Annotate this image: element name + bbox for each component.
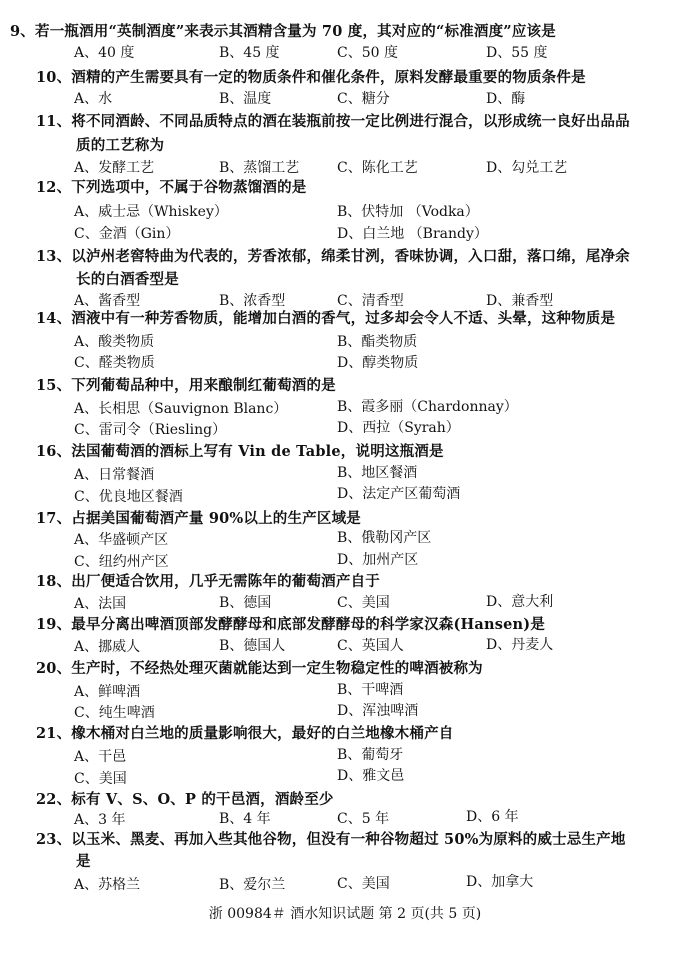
option-d: D、酶 <box>486 91 526 107</box>
option-b: B、爱尔兰 <box>219 877 286 893</box>
option-c: C、美国 <box>74 771 127 787</box>
option-a: A、威士忌（Whiskey） <box>74 204 228 220</box>
question-stem-continued: 质的工艺称为 <box>76 137 165 154</box>
question-stem-continued: 是 <box>76 853 91 870</box>
option-d: D、勾兑工艺 <box>486 160 568 176</box>
question-stem: 22、标有 V、S、O、P 的干邑酒，酒龄至少 <box>36 791 334 808</box>
option-c: C、醛类物质 <box>74 355 155 371</box>
option-b: B、45 度 <box>219 45 280 61</box>
option-d: D、意大利 <box>486 594 554 610</box>
option-b: B、酯类物质 <box>337 334 418 350</box>
question-stem: 16、法国葡萄酒的酒标上写有 Vin de Table，说明这瓶酒是 <box>36 443 444 460</box>
option-a: A、酱香型 <box>74 293 141 309</box>
question-stem: 18、出厂便适合饮用，几乎无需陈年的葡萄酒产自于 <box>36 573 380 590</box>
option-c: C、美国 <box>337 595 390 611</box>
option-c: C、金酒（Gin） <box>74 226 180 242</box>
option-b: B、地区餐酒 <box>337 465 418 481</box>
question-stem: 14、酒液中有一种芳香物质，能增加白酒的香气，过多却会令人不适、头晕，这种物质是 <box>36 310 616 327</box>
question-stem: 12、下列选项中，不属于谷物蒸馏酒的是 <box>36 179 307 196</box>
option-b: B、霞多丽（Chardonnay） <box>337 399 518 415</box>
question-stem: 21、橡木桶对白兰地的质量影响很大，最好的白兰地橡木桶产自 <box>36 725 454 742</box>
option-c: C、纽约州产区 <box>74 554 169 570</box>
option-d: D、55 度 <box>486 45 548 61</box>
option-b: B、葡萄牙 <box>337 747 404 763</box>
option-b: B、浓香型 <box>219 293 286 309</box>
option-c: C、陈化工艺 <box>337 160 418 176</box>
option-c: C、雷司令（Riesling） <box>74 422 227 438</box>
option-a: A、日常餐酒 <box>74 467 155 483</box>
question-stem: 11、将不同酒龄、不同品质特点的酒在装瓶前按一定比例进行混合，以形成统一良好出品品 <box>36 113 630 130</box>
option-d: D、兼香型 <box>486 293 554 309</box>
option-c: C、英国人 <box>337 638 404 654</box>
question-stem: 23、以玉米、黑麦、再加入些其他谷物，但没有一种谷物超过 50%为原料的威士忌生产地 <box>36 831 626 848</box>
question-stem: 15、下列葡萄品种中，用来酿制红葡萄酒的是 <box>36 377 336 394</box>
option-c: C、优良地区餐酒 <box>74 489 183 505</box>
option-d: D、雅文邑 <box>337 768 405 784</box>
option-d: D、法定产区葡萄酒 <box>337 486 461 502</box>
option-a: A、挪威人 <box>74 639 141 655</box>
option-c: C、清香型 <box>337 293 404 309</box>
question-stem: 13、以泸州老窖特曲为代表的，芳香浓郁，绵柔甘洌，香味协调，入口甜，落口绵，尾净余 <box>36 248 630 265</box>
question-stem: 10、酒精的产生需要具有一定的物质条件和催化条件，原料发酵最重要的物质条件是 <box>36 69 586 86</box>
option-a: A、法国 <box>74 596 127 612</box>
option-a: A、长相思（Sauvignon Blanc） <box>74 401 288 417</box>
option-b: B、温度 <box>219 91 272 107</box>
page-footer: 浙 00984＃ 酒水知识试题 第 2 页(共 5 页) <box>208 906 482 922</box>
option-d: D、6 年 <box>466 809 519 825</box>
option-c: C、50 度 <box>337 45 398 61</box>
option-c: C、5 年 <box>337 811 390 827</box>
question-stem: 9、若一瓶酒用“英制酒度”来表示其酒精含量为 70 度，其对应的“标准酒度”应该是 <box>10 23 556 40</box>
option-c: C、纯生啤酒 <box>74 705 155 721</box>
option-a: A、鲜啤酒 <box>74 684 141 700</box>
question-stem: 20、生产时，不经热处理灭菌就能达到一定生物稳定性的啤酒被称为 <box>36 660 483 677</box>
option-b: B、蒸馏工艺 <box>219 160 300 176</box>
option-b: B、俄勒冈产区 <box>337 530 432 546</box>
question-stem-continued: 长的白酒香型是 <box>76 271 179 288</box>
question-stem: 19、最早分离出啤酒顶部发酵酵母和底部发酵酵母的科学家汉森(Hansen)是 <box>36 616 546 633</box>
option-a: A、酸类物质 <box>74 334 155 350</box>
option-b: B、德国人 <box>219 638 286 654</box>
option-d: D、加州产区 <box>337 552 419 568</box>
option-a: A、华盛顿产区 <box>74 532 169 548</box>
option-a: A、水 <box>74 91 113 107</box>
option-a: A、40 度 <box>74 45 135 61</box>
option-d: D、醇类物质 <box>337 355 419 371</box>
option-a: A、苏格兰 <box>74 877 141 893</box>
option-a: A、发酵工艺 <box>74 160 155 176</box>
option-d: D、加拿大 <box>466 874 534 890</box>
option-b: B、4 年 <box>219 811 271 827</box>
option-d: D、丹麦人 <box>486 637 554 653</box>
option-d: D、浑浊啤酒 <box>337 703 419 719</box>
option-a: A、干邑 <box>74 749 127 765</box>
option-b: B、德国 <box>219 595 272 611</box>
option-d: D、白兰地 （Brandy） <box>337 226 488 242</box>
option-b: B、干啤酒 <box>337 682 404 698</box>
option-c: C、糖分 <box>337 91 390 107</box>
question-stem: 17、占据美国葡萄酒产量 90%以上的生产区域是 <box>36 510 361 527</box>
option-c: C、美国 <box>337 876 390 892</box>
option-a: A、3 年 <box>74 812 126 828</box>
option-b: B、伏特加 （Vodka） <box>337 204 479 220</box>
option-d: D、西拉（Syrah） <box>337 420 460 436</box>
